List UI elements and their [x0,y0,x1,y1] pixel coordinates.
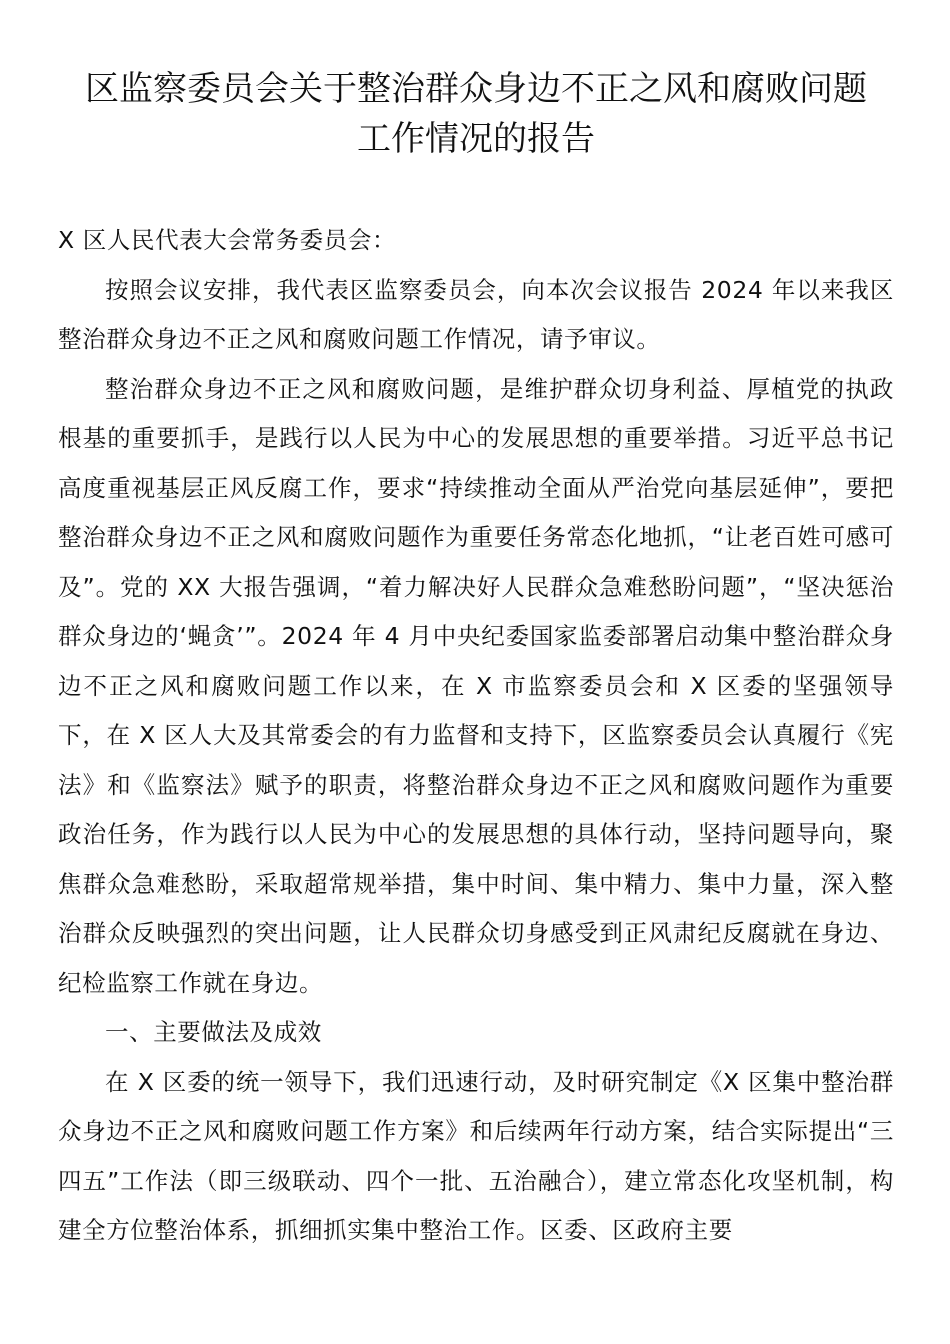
section-heading: 一、主要做法及成效 [105,1018,322,1046]
document-page [58,64,894,1256]
title-line-1: 区监察委员会关于整治群众身边不正之风和腐败问题 [85,69,867,109]
salutation: X 区人民代表大会常务委员会： [58,226,397,254]
document-title [58,64,894,164]
title-line-2: 工作情况的报告 [357,119,595,159]
paragraph-section-body: 在 X 区委的统一领导下，我们迅速行动，及时研究制定《X 区集中整治群众身边不正之风和腐败问题工作方案》和后续两年行动方案，结合实际提出“三四五”工作法（即三级联动、四个一批、五治融合），建立常态化攻坚机制，构建全方位整治体系，抓细抓实集中整治工作。区委、区政府主要 [58,1067,894,1244]
paragraph-background: 整治群众身边不正之风和腐败问题，是维护群众切身利益、厚植党的执政根基的重要抓手，是践行以人民为中心的发展思想的重要举措。习近平总书记高度重视基层正风反腐工作，要求“持续推动全面从严治党向基层延伸”，要把整治群众身边不正之风和腐败问题作为重要任务常态化地抓，“让老百姓可感可及”。党的 XX 大报告强调，“着力解决好人民群众急难愁盼问题”，“坚决惩治群众身边的‘蝇贪’”。2024 年 4 月中央纪委国家监委部署启动集中整治群众身边不正之风和腐败问题工作以来，在 X 市监察委员会和 X 区委的坚强领导下，在 X 区人大及其常委会的有力监督和支持下，区监察委员会认真履行《宪法》和《监察法》赋予的职责，将整治群众身边不正之风和腐败问题作为重要政治任务，作为践行以人民为中心的发展思想的具体行动，坚持问题导向，聚焦群众急难愁盼，采取超常规举措，集中时间、集中精力、集中力量，深入整治群众反映强烈的突出问题，让人民群众切身感受到正风肃纪反腐就在身边、纪检监察工作就在身边。 [58,374,894,997]
paragraph-intro: 按照会议安排，我代表区监察委员会，向本次会议报告 2024 年以来我区整治群众身边不正之风和腐败问题工作情况，请予审议。 [58,275,894,353]
